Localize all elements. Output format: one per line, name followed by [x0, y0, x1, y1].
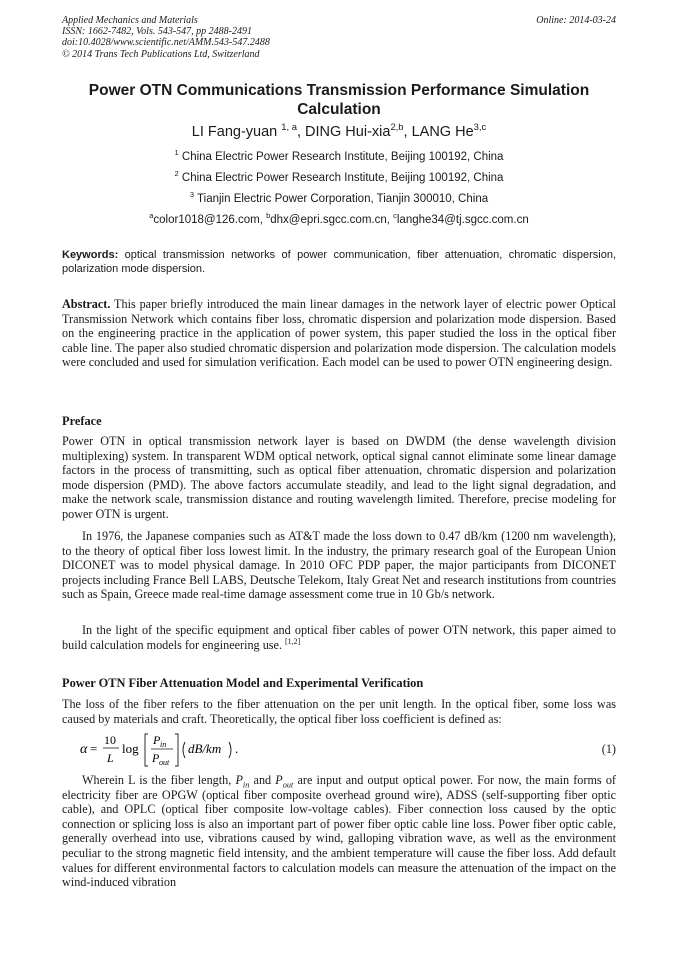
issn-line: ISSN: 1662-7482, Vols. 543-547, pp 2488-2491 — [62, 26, 252, 38]
affiliation-1 — [62, 150, 616, 164]
section-heading-attenuation: Power OTN Fiber Attenuation Model and Experimental Verification — [62, 676, 424, 690]
author-list — [62, 123, 616, 141]
eq-denominator: L — [107, 751, 114, 765]
equation-number: (1) — [601, 742, 616, 756]
eq-equals: = — [90, 741, 98, 756]
attenuation-paragraph-1: The loss of the fiber refers to the fiber attenuation on the per unit length. In the optical fiber, some loss was caused by materials and craft. Theoretically, the optical fiber loss coefficient is defined as: — [62, 697, 616, 726]
keywords-label: Keywords: — [62, 249, 119, 261]
eq-numerator: 10 — [104, 733, 116, 747]
equation-1-formula — [78, 731, 268, 769]
title-line-1: Power OTN Communications Transmission Performance Simulation — [88, 82, 590, 99]
equation-1 — [78, 731, 616, 769]
abstract-block — [62, 297, 616, 370]
email-c-sup: c — [393, 211, 397, 221]
email-b-sup: b — [266, 211, 271, 221]
journal-header — [62, 15, 616, 60]
author-1: LI Fang-yuan — [191, 124, 278, 140]
eq-period: . — [235, 741, 239, 756]
eq-unit: dB/km — [188, 741, 222, 756]
p-in-sub: in — [242, 780, 250, 790]
abstract-text: This paper briefly introduced the main linear damages in the network layer of electric power Optical Transmission Network which contains fiber loss, chromatic dispersion and polarization mode dispersion. Based on the engineering practice in the application of power system, this paper studied the loss in the optical fiber cable line. The paper also studied chromatic dispersion and polarization mode dispersion. The calculation models were concluded and used for simulation verification. Each model can be used to power OTN engineering design. — [62, 297, 616, 370]
online-date: Online: 2014-03-24 — [536, 15, 616, 26]
doi-line: doi:10.4028/www.scientific.net/AMM.543-547.2488 — [62, 37, 270, 49]
eq-sub-in: in — [160, 740, 167, 749]
author-2: DING Hui-xia — [305, 124, 391, 140]
author-3-sup: 3,c — [473, 121, 487, 133]
email-b[interactable]: dhx@epri.sgcc.com.cn, — [270, 214, 394, 226]
title-line-2: Calculation — [297, 101, 381, 118]
eq-alpha: α — [80, 742, 88, 757]
eq-left-paren — [183, 742, 185, 758]
p-out-sub: out — [282, 780, 294, 790]
email-line — [62, 213, 616, 227]
email-a[interactable]: color1018@126.com, — [153, 214, 267, 226]
reference-citation[interactable]: [1,2] — [285, 636, 301, 646]
affiliation-2-sup: 2 — [174, 169, 179, 179]
author-sep-2: , — [403, 124, 412, 140]
eq-right-paren — [229, 742, 231, 758]
eq-right-bracket — [175, 734, 178, 766]
affiliation-2 — [62, 171, 616, 185]
keywords-text: optical transmission networks of power communication, fiber attenuation, chromatic dispersion, polarization mode dispersion. — [62, 249, 616, 275]
eq-p-out: P — [152, 751, 160, 765]
p-in-symbol: P — [235, 773, 243, 787]
p2-lead: Wherein L is the fiber length, — [82, 773, 236, 787]
eq-sub-out: out — [159, 758, 170, 767]
paper-title — [62, 81, 616, 119]
attenuation-paragraph-2 — [62, 773, 616, 890]
preface-paragraph-2: In 1976, the Japanese companies such as AT&T made the loss down to 0.47 dB/km (1200 nm wavelength), to the theory of optical fiber loss lowest limit. In the industry, the primary research goal of the European Union DICONET was to model physical damage. In 2010 OFC PDP paper, the major participants from DICONET projects including France Bell LABS, Deutsche Telekom, Italy Great Net and research institutions from countries such as Spain, Greece made real-time damage assessment come true in 10 Gb/s network. — [62, 529, 616, 602]
preface-heading: Preface — [62, 414, 102, 428]
affiliation-1-text: China Electric Power Research Institute, Beijing 100192, China — [181, 151, 504, 163]
author-sep-1: , — [296, 124, 306, 140]
abstract-label: Abstract. — [62, 297, 111, 311]
affiliation-1-sup: 1 — [174, 148, 179, 158]
copyright-line: © 2014 Trans Tech Publications Ltd, Switzerland — [62, 48, 260, 60]
author-2-sup: 2,b — [390, 121, 404, 133]
affiliation-3 — [62, 192, 616, 206]
p-out-symbol: P — [275, 773, 283, 787]
keywords-block — [62, 248, 616, 276]
affiliation-3-sup: 3 — [189, 190, 195, 200]
affiliation-2-text: China Electric Power Research Institute, Beijing 100192, China — [181, 172, 504, 184]
p2-and: and — [249, 773, 276, 787]
preface-paragraph-3-text: In the light of the specific equipment and optical fiber cables of power OTN network, this paper aimed to build calculation models for engineering use. — [62, 623, 616, 652]
eq-log: log — [122, 741, 139, 756]
preface-paragraph-1: Power OTN in optical transmission network layer is based on DWDM (the dense wavelength division multiplexing) system. In transparent WDM optical network, optical signal cannot eliminate some linear damage factors in the process of transmitting, such as optical fiber attenuation, chromatic dispersion and polarization mode dispersion (PMD). The above factors accumulate steadily, and lead to the light signal degradation, and make the network scale, transmission distance and routing wavelength limited. Therefore, precise modeling for power OTN is urgent. — [62, 434, 616, 521]
journal-name: Applied Mechanics and Materials — [62, 15, 198, 26]
author-3: LANG He — [411, 124, 474, 140]
author-1-sup: 1, a — [281, 121, 297, 133]
email-a-sup: a — [149, 211, 154, 221]
p2-body: are input and output optical power. For now, the main forms of electricity fiber are OPGW (optical fiber composite overhead ground wire), ADSS (self-supporting fiber optic cable), and OPLC (optical fiber composite low-voltage cables). Fiber connection loss caused by the optic connection or splicing loss is also an important part of power fiber optic cable line loss. Power fiber optic cable, generally overhead into use, vibrations caused by wind, galloping vibration wave, as well as the environment peculiar to the strong magnetic field intensity, and the ambient temperature will cause the fiber loss. Add default values for different environmental factors to calculation models can measure the attenuation of the impact on the wind-induced vibration — [62, 773, 616, 890]
preface-paragraph-3 — [62, 623, 616, 652]
eq-left-bracket — [145, 734, 148, 766]
eq-p-in: P — [153, 733, 161, 747]
email-c[interactable]: langhe34@tj.sgcc.com.cn — [396, 214, 529, 226]
affiliation-3-text: Tianjin Electric Power Corporation, Tianjin 300010, China — [197, 193, 489, 205]
